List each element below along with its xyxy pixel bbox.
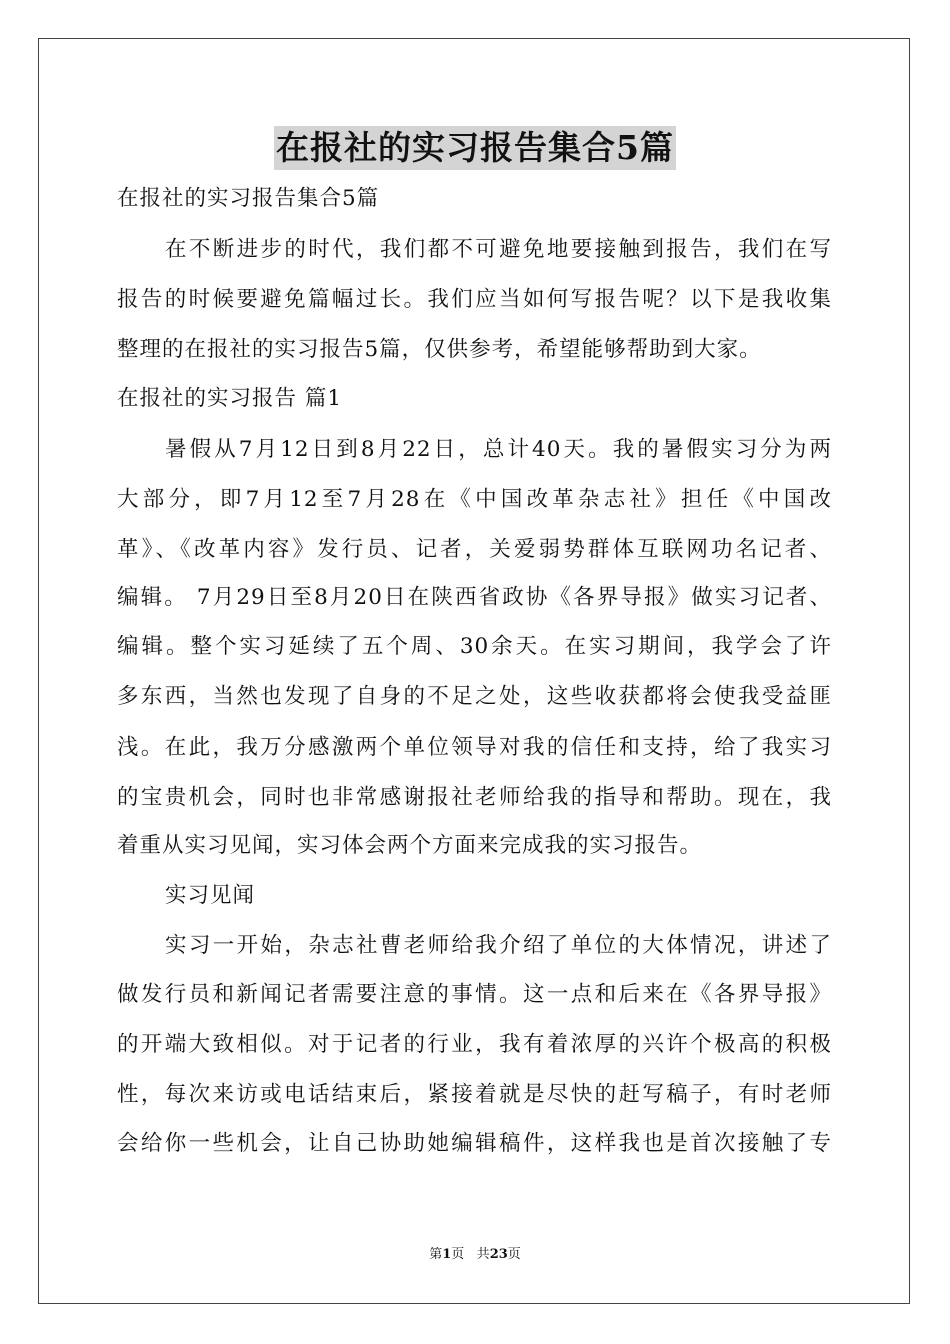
section-heading: 在报社的实习报告 篇1 xyxy=(117,386,343,411)
paragraph-line: 编辑。整个实习延续了五个周、30余天。在实习期间，我学会了许 xyxy=(117,634,832,659)
paragraph-line: 性，每次来访或电话结束后，紧接着就是尽快的赶写稿子，有时老师 xyxy=(117,1082,832,1107)
footer-page-number: 1 xyxy=(442,1247,452,1262)
paragraph-line: 着重从实习见闻，实习体会两个方面来完成我的实习报告。 xyxy=(117,833,703,858)
paragraph-line: 大部分，即7月12至7月28在《中国改革杂志社》担任《中国改 xyxy=(117,487,832,512)
document-subtitle: 在报社的实习报告集合5篇 xyxy=(117,186,380,211)
footer-page-suffix: 页 xyxy=(451,1247,465,1262)
paragraph-line: 的开端大致相似。对于记者的行业，我有着浓厚的兴许个极高的积极 xyxy=(117,1032,832,1057)
intro-line: 整理的在报社的实习报告5篇，仅供参考，希望能够帮助到大家。 xyxy=(117,337,762,362)
paragraph-line: 浅。在此，我万分感激两个单位领导对我的信任和支持，给了我实习 xyxy=(117,735,832,760)
page-footer xyxy=(0,1246,950,1264)
paragraph-line: 编辑。 7月29日至8月20日在陕西省政协《各界导报》做实习记者、 xyxy=(117,585,832,610)
paragraph-line: 做发行员和新闻记者需要注意的事情。这一点和后来在《各界导报》 xyxy=(117,982,832,1007)
paragraph-line: 实习一开始，杂志社曹老师给我介绍了单位的大体情况，讲述了 xyxy=(165,933,832,958)
title-container xyxy=(0,126,950,170)
footer-total-prefix: 共 xyxy=(476,1247,490,1262)
footer-total-pages: 23 xyxy=(489,1247,508,1262)
intro-line: 报告的时候要避免篇幅过长。我们应当如何写报告呢？以下是我收集 xyxy=(117,287,832,312)
paragraph-line: 的宝贵机会，同时也非常感谢报社老师给我的指导和帮助。现在，我 xyxy=(117,785,832,810)
document-title: 在报社的实习报告集合5篇 xyxy=(274,126,676,170)
footer-total-suffix: 页 xyxy=(507,1247,521,1262)
footer-page-prefix: 第 xyxy=(429,1247,443,1262)
page-border xyxy=(38,38,910,1304)
paragraph-line: 革》、《改革内容》发行员、记者，关爱弱势群体互联网功名记者、 xyxy=(117,537,832,562)
subheading: 实习见闻 xyxy=(165,883,256,908)
paragraph-line: 会给你一些机会，让自己协助她编辑稿件，这样我也是首次接触了专 xyxy=(117,1131,832,1156)
paragraph-line: 多东西，当然也发现了自身的不足之处，这些收获都将会使我受益匪 xyxy=(117,684,832,709)
intro-line: 在不断进步的时代，我们都不可避免地要接触到报告，我们在写 xyxy=(165,237,832,262)
paragraph-line: 暑假从7月12日到8月22日，总计40天。我的暑假实习分为两 xyxy=(165,437,832,462)
